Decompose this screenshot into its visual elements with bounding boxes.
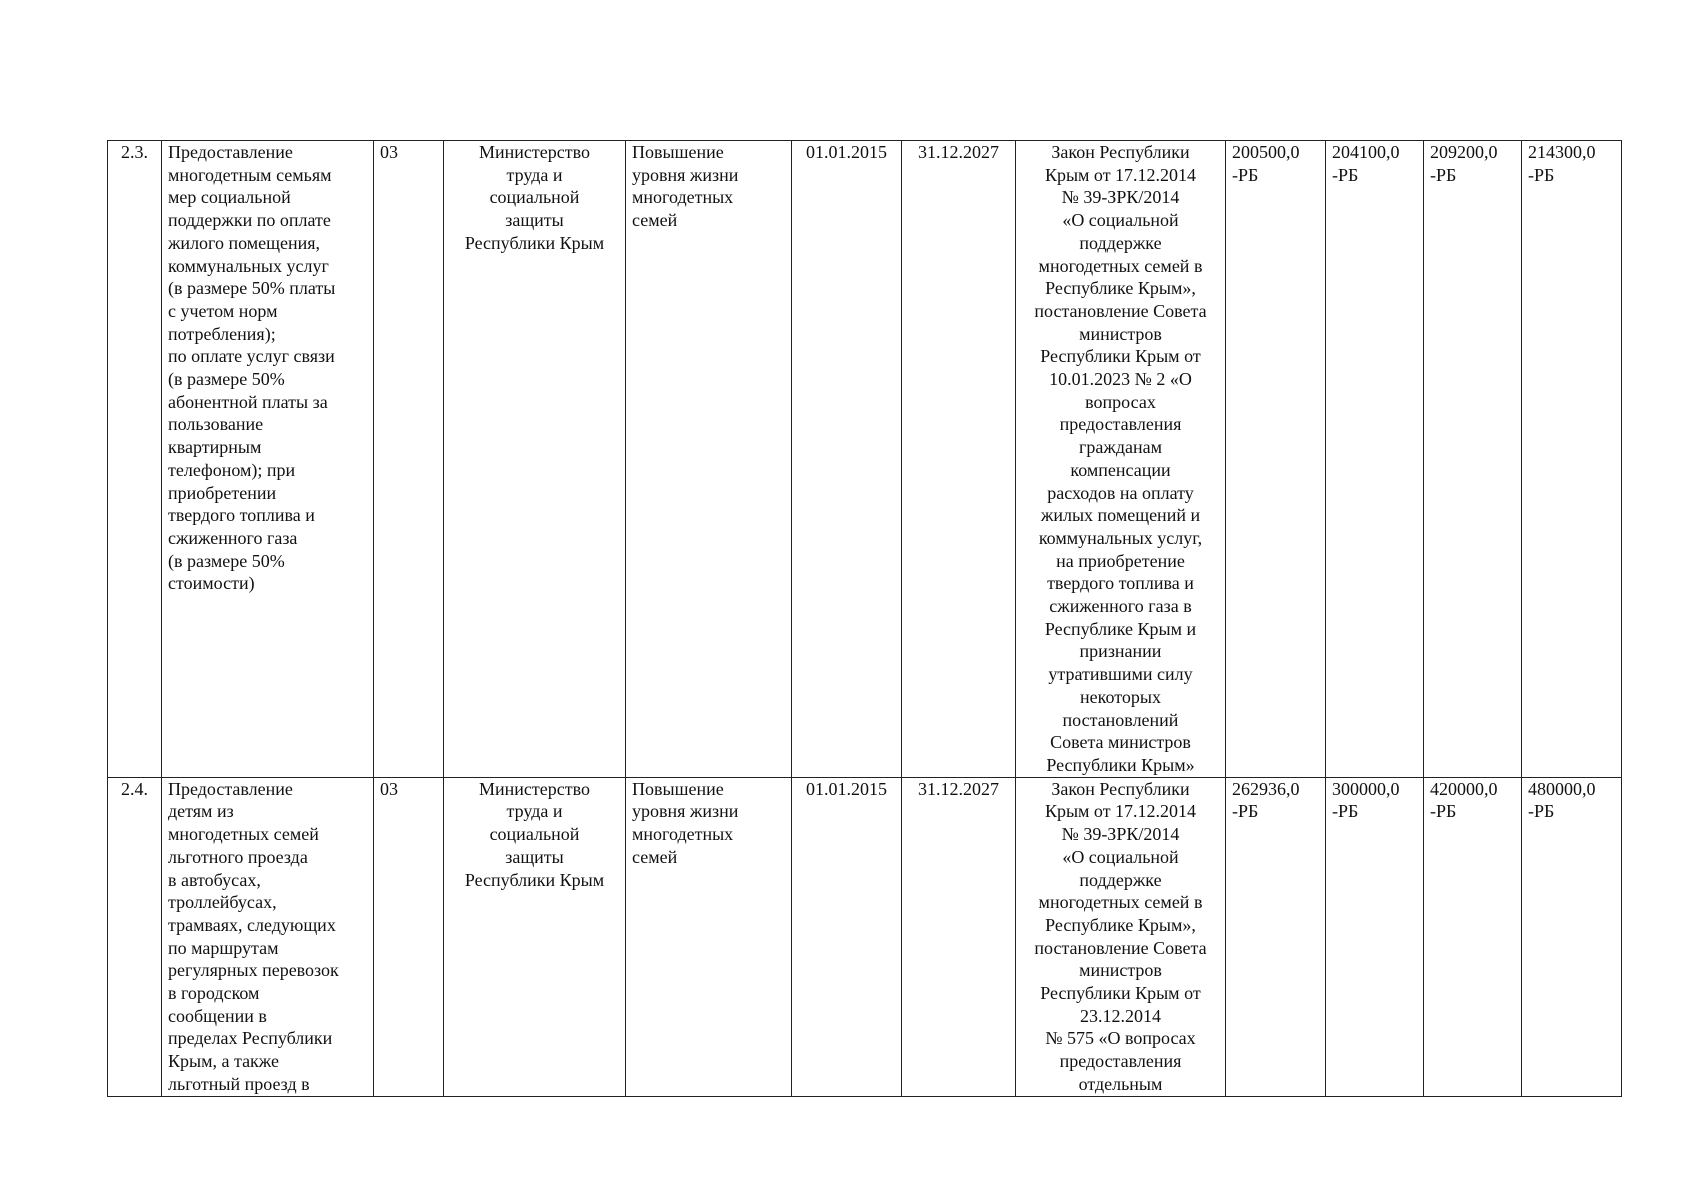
funding-amount-4: 214300,0 -РБ (1522, 141, 1622, 778)
measure-code: 03 (374, 141, 444, 778)
legal-basis: Закон Республики Крым от 17.12.2014 № 39-ЗРК/2014 «О социальной поддержке многодетных семей в Республике Крым», постановление Совета министров Республики Крым от 10.01.2023 № 2 «О вопросах предоставления гражданам компенсации расходов на оплату жилых помещений и коммунальных услуг, на приобретение твердого топлива и сжиженного газа в Республике Крым и признании утратившими силу некоторых постановлений Совета министров Республики Крым» (1016, 141, 1226, 778)
program-measures-table (107, 140, 1622, 1097)
start-date: 01.01.2015 (792, 141, 902, 778)
funding-amount-4: 480000,0 -РБ (1522, 777, 1622, 1096)
responsible-executor: Министерство труда и социальной защиты Республики Крым (444, 777, 626, 1096)
funding-amount-2: 300000,0 -РБ (1326, 777, 1424, 1096)
legal-basis: Закон Республики Крым от 17.12.2014 № 39-ЗРК/2014 «О социальной поддержке многодетных семей в Республике Крым», постановление Совета министров Республики Крым от 23.12.2014 № 575 «О вопросах предоставления отдельным (1016, 777, 1226, 1096)
funding-amount-3: 209200,0 -РБ (1424, 141, 1522, 778)
measure-description: Предоставление многодетным семьям мер социальной поддержки по оплате жилого помещения, коммунальных услуг (в размере 50% платы с учетом норм потребления); по оплате услуг связи (в размере 50% абонентной платы за пользование квартирным телефоном); при приобретении твердого топлива и сжиженного газа (в размере 50% стоимости) (162, 141, 374, 778)
funding-amount-3: 420000,0 -РБ (1424, 777, 1522, 1096)
row-number: 2.4. (108, 777, 162, 1096)
start-date: 01.01.2015 (792, 777, 902, 1096)
row-number: 2.3. (108, 141, 162, 778)
end-date: 31.12.2027 (902, 777, 1016, 1096)
expected-result: Повышение уровня жизни многодетных семей (626, 141, 792, 778)
end-date: 31.12.2027 (902, 141, 1016, 778)
measure-description: Предоставление детям из многодетных семей льготного проезда в автобусах, троллейбусах, трамваях, следующих по маршрутам регулярных перевозок в городском сообщении в пределах Республики Крым, а также льготный проезд в (162, 777, 374, 1096)
funding-amount-1: 262936,0 -РБ (1226, 777, 1326, 1096)
table-row (108, 777, 1622, 1096)
funding-amount-1: 200500,0 -РБ (1226, 141, 1326, 778)
measure-code: 03 (374, 777, 444, 1096)
table-row (108, 141, 1622, 778)
responsible-executor: Министерство труда и социальной защиты Республики Крым (444, 141, 626, 778)
expected-result: Повышение уровня жизни многодетных семей (626, 777, 792, 1096)
funding-amount-2: 204100,0 -РБ (1326, 141, 1424, 778)
